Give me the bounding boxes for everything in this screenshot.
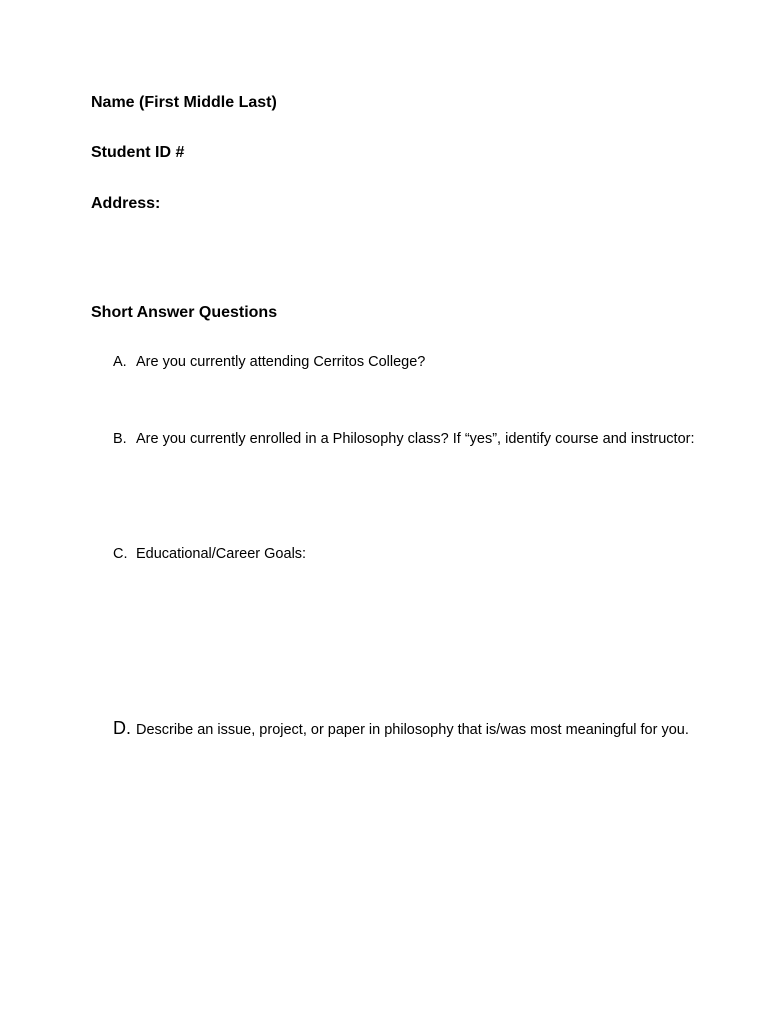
section-heading: Short Answer Questions xyxy=(91,304,278,321)
question-marker: A. xyxy=(113,354,127,370)
name-label: Name (First Middle Last) xyxy=(91,94,277,111)
question-text: Are you currently attending Cerritos College? xyxy=(136,354,426,370)
question-d xyxy=(113,720,703,740)
question-text: Describe an issue, project, or paper in philosophy that is/was most meaningful for you. xyxy=(136,722,689,738)
question-marker: C. xyxy=(113,546,128,562)
question-marker: D. xyxy=(113,718,131,738)
address-label: Address: xyxy=(91,195,161,212)
question-a xyxy=(113,352,703,372)
question-text: Educational/Career Goals: xyxy=(136,546,307,562)
question-c xyxy=(113,544,703,564)
question-marker: B. xyxy=(113,431,127,447)
student-id-label: Student ID # xyxy=(91,144,185,161)
question-b xyxy=(113,429,703,449)
question-text: Are you currently enrolled in a Philosophy class? If “yes”, identify course and instructor: xyxy=(136,431,695,447)
